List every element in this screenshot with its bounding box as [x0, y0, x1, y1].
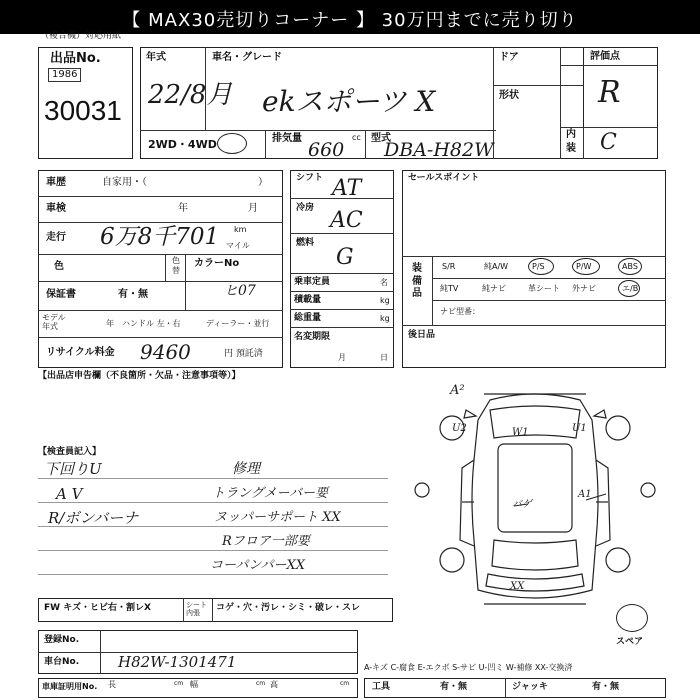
recycle-label: リサイクル料金 — [46, 347, 115, 358]
equip-abs: ABS — [622, 262, 638, 271]
lot-small-number: 1986 — [48, 68, 81, 82]
meigi-label: 名変期限 — [294, 332, 331, 342]
taka-label: 高 — [270, 680, 278, 689]
keijo-label: 形状 — [499, 90, 519, 101]
shaken-month-unit: 月 — [248, 203, 258, 214]
note-left-2: A V — [56, 485, 83, 503]
legend: A-キズ C-腐食 E-エクボ S-サビ U-凹ミ W-補修 XX-交換済 — [364, 663, 573, 672]
equip-aw: 純A/W — [484, 262, 509, 271]
katashiki-label: 型式 — [371, 133, 391, 144]
shareki-label: 車歴 — [46, 177, 66, 188]
mark-a2: A² — [450, 383, 465, 398]
recycle-value: 9460 — [140, 340, 191, 364]
shaken-year-unit: 年 — [178, 203, 188, 214]
color-no-value: ヒ07 — [224, 283, 256, 299]
naga-label: 長 — [108, 680, 116, 689]
shareki-paren: ） — [258, 177, 268, 188]
equip-navi: 純ナビ — [482, 284, 506, 293]
fw-text: FW キズ・ヒビ右・割レX — [44, 603, 151, 613]
reibo-label: 冷房 — [296, 203, 315, 213]
hoshou-text: 有・無 — [118, 289, 148, 300]
touroku-label: 登録No. — [44, 635, 80, 645]
inspector-label: 【検査員記入】 — [38, 447, 102, 457]
meigi-unit2: 日 — [380, 353, 388, 362]
note-right-2: トラングメーバー要 — [212, 486, 328, 501]
color-no-label: カラーNo — [194, 258, 240, 269]
spare-label: スペア — [616, 637, 644, 647]
note-right-1: 修理 — [232, 461, 260, 477]
iro-sub: 色替 — [172, 256, 180, 275]
note-right-5: コーパンパーXX — [210, 558, 305, 573]
equip-ab: エ/B — [622, 284, 639, 293]
sales-label: セールスポイント — [408, 173, 480, 183]
spare-circle — [616, 604, 648, 632]
note-right-4: Rフロア一部要 — [222, 534, 310, 549]
banner-text: 【 MAX30売切りコーナー 】 30万円までに売り切り — [122, 10, 578, 31]
haikiryo-label: 排気量 — [272, 133, 302, 144]
seat-text: コゲ・穴・汚レ・シミ・破レ・スレ — [216, 603, 361, 613]
haikiryo-value: 660 — [308, 139, 345, 161]
reibo-value: AC — [330, 208, 363, 233]
banner — [0, 0, 700, 34]
note-left-3: R/ボンバーナ — [48, 509, 139, 527]
jack-text: 有・無 — [592, 682, 620, 692]
gojitsu-label: 後日品 — [408, 330, 436, 340]
shareki-text: 自家用・（ — [102, 177, 147, 188]
equip-sr: S/R — [442, 262, 456, 271]
note-left-1: 下回りU — [44, 460, 102, 478]
soukou-value: 6万8千701 — [100, 224, 220, 250]
lot-number: 30031 — [44, 95, 122, 126]
naisou-value: C — [600, 130, 617, 155]
shadai-value: H82W-1301471 — [118, 653, 237, 671]
nenshiki-label: 年式 — [146, 52, 166, 63]
shadai-label: 車台No. — [44, 657, 80, 667]
left-panel — [38, 170, 283, 368]
shomei-label: 車庫証明用No. — [42, 682, 98, 691]
handle-text: ハンドル 左・右 — [122, 319, 181, 328]
ps-circle — [528, 258, 554, 275]
sekisai-unit: kg — [380, 296, 390, 305]
ab-circle — [618, 280, 640, 297]
equip-extnavi: 外ナビ — [572, 284, 596, 293]
door-label: ドア — [499, 52, 519, 63]
model-year-unit: 年 — [106, 319, 114, 328]
navi-label: ナビ型番： — [440, 307, 480, 316]
cm-unit-1: cm — [174, 680, 184, 687]
abs-circle — [618, 258, 642, 275]
km-unit: km — [234, 225, 247, 234]
top-note: （複合機）対応用紙 — [40, 31, 122, 41]
haba-label: 幅 — [190, 680, 198, 689]
car-diagram — [410, 380, 660, 620]
seat-label: シート内張 — [186, 601, 207, 618]
equip-pw: P/W — [576, 262, 592, 271]
mark-u1: U1 — [572, 423, 587, 434]
model-label: モデル年式 — [42, 313, 66, 331]
section-label: 【出品店申告欄（不良箇所・欠品・注意事項等）】 — [38, 371, 241, 381]
equip-tv: 純TV — [440, 284, 459, 293]
equip-seat: 革シート — [528, 284, 560, 293]
hyoka-label: 評価点 — [590, 51, 620, 62]
nenshiki-value: 22/8月 — [148, 80, 233, 110]
kougu-label: 工具 — [372, 682, 391, 692]
soujuryo-unit: kg — [380, 314, 390, 323]
nenryo-label: 燃料 — [296, 238, 315, 248]
drive-text: 2WD・4WD — [148, 138, 217, 151]
mark-a1: A1 — [578, 489, 592, 500]
sekisai-label: 積載量 — [294, 295, 322, 305]
hyoka-value: R — [598, 75, 621, 110]
shamei-value: ekスポーツ X — [262, 85, 436, 118]
mark-xx: XX — [510, 581, 525, 592]
shaken-label: 車検 — [46, 203, 66, 214]
shift-value: AT — [332, 176, 362, 201]
lot-label: 出品No. — [50, 51, 101, 66]
recycle-unit: 円 預託済 — [224, 349, 263, 359]
drive-circle — [217, 133, 247, 154]
soubi-label: 装備品 — [412, 263, 422, 299]
mile-unit: マイル — [226, 241, 250, 250]
hoshou-label: 保証書 — [46, 289, 76, 300]
nenryo-value: G — [336, 245, 354, 270]
equip-ps: P/S — [532, 262, 545, 271]
katashiki-value: DBA-H82W — [384, 139, 494, 161]
teiin-unit: 名 — [380, 278, 388, 287]
jack-label: ジャッキ — [512, 682, 548, 692]
mark-u2: U2 — [452, 423, 467, 434]
soukou-label: 走行 — [46, 232, 66, 243]
soujuryo-label: 総重量 — [294, 313, 322, 323]
cm-unit-2: cm — [256, 680, 266, 687]
iro-label: 色 — [54, 261, 64, 272]
teiin-label: 乗車定員 — [294, 277, 331, 287]
cm-unit-3: cm — [340, 680, 350, 687]
note-right-3: ヌッパーサポート XX — [214, 510, 341, 525]
kougu-text: 有・無 — [440, 682, 468, 692]
mark-w1: W1 — [512, 427, 529, 438]
shamei-label: 車名・グレード — [212, 52, 282, 63]
mark-bage: バゲ — [512, 499, 532, 510]
cc-unit: cc — [352, 133, 361, 142]
naisou-label: 内装 — [566, 129, 576, 154]
pw-circle — [572, 258, 600, 275]
dealer-text: ディーラー・並行 — [206, 319, 270, 328]
meigi-unit: 月 — [338, 353, 346, 362]
shift-label: シフト — [296, 173, 324, 183]
